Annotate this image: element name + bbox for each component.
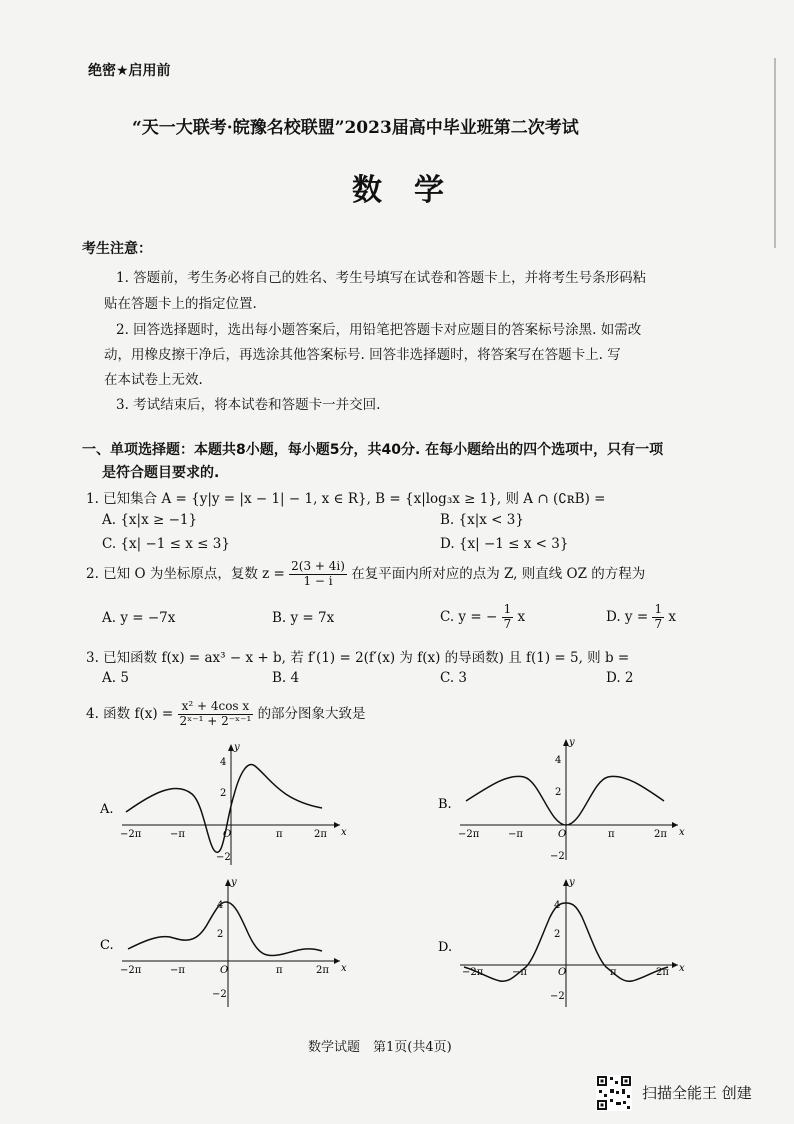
q2-stem-pre: 2. 已知 O 为坐标原点，复数 z = (86, 565, 285, 582)
x-tick-2pi: 2π (656, 967, 669, 978)
origin-label: O (223, 829, 232, 840)
q2-d-den: 7 (654, 616, 663, 631)
notice-line-1: 1. 答题前，考生务必将自己的姓名、考生号填写在试卷和答题卡上，并将考生号条形码粘 (116, 270, 647, 286)
q4-stem (86, 700, 366, 729)
q4-stem-pre: 4. 函数 f(x) = (86, 705, 174, 722)
x-tick-neg2pi: −2π (462, 967, 484, 978)
y-tick-4: 4 (555, 755, 562, 766)
x-tick-pi: π (610, 967, 617, 978)
notice-line-3: 2. 回答选择题时，选出每小题答案后，用铅笔把答题卡对应题目的答案标号涂黑. 如需改 (116, 322, 642, 338)
notice-line-6: 3. 考试结束后，将本试卷和答题卡一并交回. (116, 397, 381, 413)
q2-frac-den: 1 − i (303, 573, 333, 588)
x-tick-neg2pi: −2π (458, 829, 480, 840)
q3-option-c: C. 3 (440, 670, 468, 686)
q3-option-a: A. 5 (102, 670, 129, 686)
x-tick-pi: π (276, 965, 283, 976)
curve-a (126, 764, 322, 852)
y-axis-label: y (569, 737, 575, 748)
section-heading-1: 一、单项选择题：本题共8小题，每小题5分，共40分. 在每小题给出的四个选项中，只有一项 (82, 442, 664, 458)
q4-graph-a (100, 740, 350, 870)
qr-code-icon (596, 1075, 632, 1111)
y-axis-label: y (231, 877, 237, 888)
graph-d-label: D. (438, 940, 453, 955)
q1-option-d: D. {x| −1 ≤ x < 3} (440, 536, 569, 552)
q2-option-d (606, 603, 676, 632)
graph-c-label: C. (100, 938, 114, 953)
y-tick-2: 2 (554, 929, 561, 940)
q3-option-b: B. 4 (272, 670, 300, 686)
x-axis-arrow (334, 958, 340, 964)
q2-stem-post: 在复平面内所对应的点为 Z, 则直线 OZ 的方程为 (351, 565, 646, 582)
y-tick-neg2: −2 (216, 852, 231, 863)
q2-d-pre: D. y = (606, 608, 649, 625)
q2-d-post: x (668, 608, 677, 625)
q2-d-fraction (652, 603, 664, 632)
notice-heading: 考生注意： (82, 241, 152, 257)
q4-frac-num: x² + 4cos x (178, 700, 254, 715)
q2-option-b: B. y = 7x (272, 610, 335, 626)
q2-frac-num: 2(3 + 4i) (291, 559, 345, 573)
q1-option-a: A. {x|x ≥ −1} (102, 512, 198, 528)
scanner-watermark: 扫描全能王 创建 (642, 1084, 752, 1102)
notice-line-4: 动，用橡皮擦干净后，再选涂其他答案标号. 回答非选择题时，将答案写在答题卡上. 写 (104, 347, 621, 363)
q3-stem: 3. 已知函数 f(x) = ax³ − x + b, 若 f′(1) = 2(f′(x) 为 f(x) 的导函数) 且 f(1) = 5, 则 b = (86, 650, 630, 666)
y-axis-label: y (569, 877, 575, 888)
x-axis-arrow (672, 962, 678, 968)
y-tick-2: 2 (555, 787, 562, 798)
q2-c-pre: C. y = − (440, 608, 498, 625)
x-tick-2pi: 2π (314, 829, 327, 840)
graph-b-label: B. (438, 797, 452, 812)
x-tick-neg2pi: −2π (120, 829, 142, 840)
q1-stem: 1. 已知集合 A = {y|y = |x − 1| − 1, x ∈ R}, B = {x|log₃x ≥ 1}, 则 A ∩ (∁ʀB) = (86, 491, 606, 507)
x-axis-arrow (334, 822, 340, 828)
q2-c-den: 7 (503, 616, 512, 631)
section-heading-2: 是符合题目要求的. (102, 465, 220, 481)
secret-label: 绝密★启用前 (88, 63, 171, 79)
y-tick-2: 2 (220, 788, 227, 799)
x-tick-negpi: −π (508, 829, 523, 840)
x-axis-label: x (341, 827, 347, 838)
q2-d-num: 1 (654, 602, 663, 616)
x-tick-2pi: 2π (654, 829, 667, 840)
q2-c-num: 1 (503, 602, 512, 616)
origin-label: O (558, 967, 567, 978)
notice-line-2: 贴在答题卡上的指定位置. (104, 296, 257, 312)
curve-c (128, 902, 322, 956)
y-tick-4: 4 (554, 900, 561, 911)
q3-option-d: D. 2 (606, 670, 634, 686)
subject-title: 数学 (352, 173, 476, 208)
x-axis-label: x (679, 963, 685, 974)
exam-title: “天一大联考·皖豫名校联盟”2023届高中毕业班第二次考试 (132, 118, 579, 138)
q4-fraction (178, 700, 254, 729)
q4-frac-den: 2ˣ⁻¹ + 2⁻ˣ⁻¹ (179, 713, 252, 728)
x-axis-label: x (679, 827, 685, 838)
origin-label: O (220, 965, 229, 976)
y-tick-2: 2 (217, 929, 224, 940)
y-tick-neg2: −2 (550, 991, 565, 1002)
y-tick-4: 4 (217, 900, 224, 911)
notice-line-5: 在本试卷上无效. (104, 372, 203, 388)
x-tick-negpi: −π (170, 829, 185, 840)
q4-graph-c (100, 875, 350, 1015)
y-tick-neg2: −2 (550, 851, 565, 862)
q2-fraction (289, 560, 347, 589)
y-tick-4: 4 (220, 757, 227, 768)
x-axis-arrow (672, 822, 678, 828)
q1-option-c: C. {x| −1 ≤ x ≤ 3} (102, 536, 230, 552)
x-tick-2pi: 2π (316, 965, 329, 976)
q4-graph-d (438, 875, 688, 1015)
q2-option-a: A. y = −7x (102, 610, 176, 626)
q2-option-c (440, 603, 525, 632)
q2-c-fraction (502, 603, 514, 632)
x-tick-neg2pi: −2π (120, 965, 142, 976)
q2-c-post: x (517, 608, 526, 625)
q1-option-b: B. {x|x < 3} (440, 512, 524, 528)
x-tick-pi: π (608, 829, 615, 840)
page-footer: 数学试题 第1页(共4页) (308, 1040, 452, 1055)
curve-b (466, 776, 664, 825)
origin-label: O (558, 829, 567, 840)
graph-a-label: A. (100, 802, 114, 817)
y-tick-neg2: −2 (212, 989, 227, 1000)
y-axis-label: y (234, 742, 240, 753)
page-edge (774, 58, 776, 248)
q2-stem (86, 560, 645, 589)
x-tick-negpi: −π (170, 965, 185, 976)
x-axis-label: x (341, 963, 347, 974)
q4-graph-b (438, 735, 688, 865)
q4-stem-post: 的部分图象大致是 (257, 705, 366, 722)
x-tick-negpi: −π (512, 967, 527, 978)
x-tick-pi: π (276, 829, 283, 840)
